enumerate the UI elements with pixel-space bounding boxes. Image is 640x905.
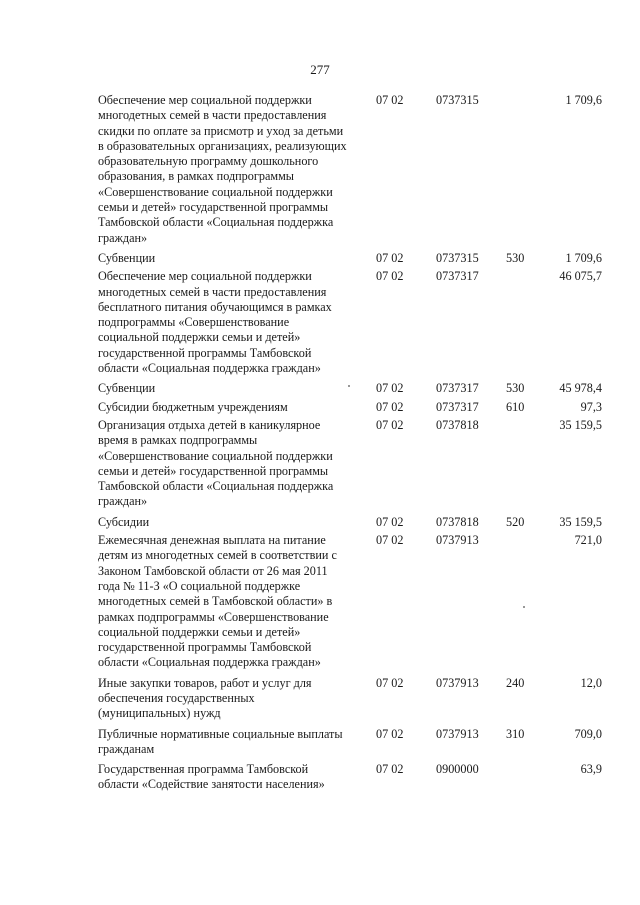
row-target-code: 0737317 [436, 399, 479, 414]
row-expense-type: 240 [506, 675, 525, 690]
row-section-code: 07 02 [376, 250, 404, 265]
budget-table [98, 93, 602, 798]
row-target-code: 0737913 [436, 533, 479, 548]
row-section-code: 07 02 [376, 93, 404, 107]
row-amount: 1 709,6 [565, 250, 602, 265]
row-section-code: 07 02 [376, 533, 404, 548]
row-expense-type: 310 [506, 726, 525, 741]
row-target-code: 0737913 [436, 675, 479, 690]
row-section-code: 07 02 [376, 381, 404, 396]
row-target-code: 0737913 [436, 726, 479, 741]
table-row [98, 418, 602, 510]
row-target-code: 0900000 [436, 762, 479, 777]
row-amount: 12,0 [580, 675, 602, 690]
table-row [98, 762, 602, 793]
row-target-code: 0737315 [436, 93, 479, 107]
row-target-code: 0737818 [436, 417, 479, 432]
row-name: Обеспечение мер социальной поддержки многодетных семей в части предоставления бесплатного питания обучающимся в рамках подпрограммы «Совершенствование социальной поддержки семьи и детей» государственной программы Тамбовской области «Социальная поддержка граждан» [98, 269, 332, 376]
row-amount: 1 709,6 [565, 93, 602, 107]
table-row [98, 400, 602, 415]
row-section-code: 07 02 [376, 726, 404, 741]
row-target-code: 0737317 [436, 269, 479, 284]
scan-speck [348, 385, 350, 387]
row-section-code: 07 02 [376, 514, 404, 529]
row-target-code: 0737818 [436, 514, 479, 529]
row-amount: 63,9 [580, 762, 602, 777]
scan-speck [523, 606, 525, 608]
page-number: 277 [310, 62, 330, 77]
row-amount: 35 159,5 [559, 514, 602, 529]
row-section-code: 07 02 [376, 417, 404, 432]
row-name: Обеспечение мер социальной поддержки многодетных семей в части предоставления скидки по оплате за присмотр и уход за детьми в образовательных организациях, реализующих образовательную программу дошкольного образования, в рамках подпрограммы «Совершенствование социальной поддержки семьи и детей» государственной программы Тамбовской области «Социальная поддержка граждан» [98, 93, 347, 245]
table-row [98, 269, 602, 376]
row-target-code: 0737315 [436, 250, 479, 265]
row-name: Субвенции [98, 250, 156, 265]
row-section-code: 07 02 [376, 269, 404, 284]
row-amount: 46 075,7 [559, 269, 602, 284]
table-row [98, 515, 602, 530]
row-expense-type: 530 [506, 381, 525, 396]
row-section-code: 07 02 [376, 762, 404, 777]
row-section-code: 07 02 [376, 675, 404, 690]
row-name: Иные закупки товаров, работ и услуг для обеспечения государственных (муниципальных) нужд [98, 675, 312, 721]
row-target-code: 0737317 [436, 381, 479, 396]
row-section-code: 07 02 [376, 399, 404, 414]
row-name: Организация отдыха детей в каникулярное время в рамках подпрограммы «Совершенствование социальной поддержки семьи и детей» государственной программы Тамбовской области «Социальная поддержка граждан» [98, 417, 334, 509]
table-row [98, 251, 602, 266]
row-name: Ежемесячная денежная выплата на питание детям из многодетных семей в соответствии с Законом Тамбовской области от 26 мая 2011 года № 11-З «О социальной поддержке многодетных семей в Тамбовской области» в рамках подпрограммы «Совершенствование социальной поддержки семьи и детей» государственной программы Тамбовской области «Социальная поддержка граждан» [98, 533, 337, 670]
row-amount: 45 978,4 [559, 381, 602, 396]
table-row [98, 381, 602, 396]
table-row [98, 93, 602, 246]
row-expense-type: 520 [506, 514, 525, 529]
table-row [98, 727, 602, 758]
table-row [98, 676, 602, 722]
row-amount: 709,0 [574, 726, 602, 741]
row-name: Субсидии [98, 514, 150, 529]
table-row [98, 533, 602, 671]
row-name: Субсидии бюджетным учреждениям [98, 399, 288, 414]
row-expense-type: 530 [506, 250, 525, 265]
row-name: Государственная программа Тамбовской области «Содействие занятости населения» [98, 762, 325, 792]
row-expense-type: 610 [506, 399, 525, 414]
row-amount: 97,3 [580, 399, 602, 414]
row-amount: 721,0 [574, 533, 602, 548]
row-name: Субвенции [98, 381, 156, 396]
row-amount: 35 159,5 [559, 417, 602, 432]
row-name: Публичные нормативные социальные выплаты гражданам [98, 726, 343, 756]
